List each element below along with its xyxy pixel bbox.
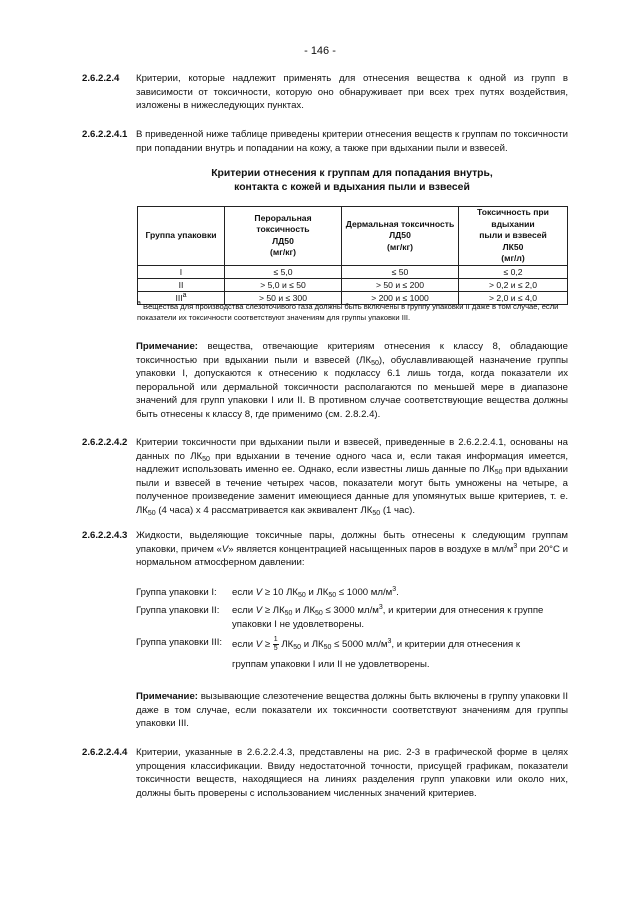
group-criterion: если V ≥ $\frac{1}{5}$ $ЛК_{50}$ и $ЛК_{50} \le 5000$ $мл/м^3$, и критерии для отнесения к xyxy=(232,636,521,652)
header-dermal-toxicity: Дермальная токсичность ЛД50 (мг/кг) xyxy=(342,207,459,266)
group-label: Группа упаковки III: xyxy=(136,637,223,648)
header-inhalation-toxicity: Токсичность при вдыхании пыли и взвесей ЛК50 (мг/л) xyxy=(459,207,568,266)
packing-group-1-criterion xyxy=(136,586,568,600)
cell-inhalation: > 2,0 и ≤ 4,0 xyxy=(459,291,568,304)
paragraph-2-6-2-2-4-4 xyxy=(82,746,568,800)
note-label: Примечание: xyxy=(136,341,198,352)
packing-group-3-continuation: группам упаковки I или II не удовлетворены. xyxy=(232,659,430,670)
packing-group-2-criterion xyxy=(136,604,568,631)
packing-group-3-criterion xyxy=(136,636,568,653)
cell-group: I xyxy=(138,265,225,278)
cell-oral: > 5,0 и ≤ 50 xyxy=(225,278,342,291)
cell-group: III$^a$ xyxy=(138,291,225,304)
paragraph-number: 2.6.2.2.4.3 xyxy=(82,530,128,541)
table-row xyxy=(138,265,568,278)
header-oral-toxicity: Пероральная токсичность ЛД50 (мг/кг) xyxy=(225,207,342,266)
cell-dermal: ≤ 50 xyxy=(342,265,459,278)
paragraph-2-6-2-2-4-2 xyxy=(82,436,568,518)
paragraph-text: В приведенной ниже таблице приведены критерии отнесения веществ к группам по токсичности при попадании внутрь и попадании на кожу, а также при вдыхании пыли и взвесей. xyxy=(136,129,568,154)
footnote-mark: a xyxy=(182,291,187,299)
paragraph-number: 2.6.2.2.4.1 xyxy=(82,129,128,140)
page-number: - 146 - xyxy=(304,45,336,57)
table-title xyxy=(136,167,568,195)
criteria-table xyxy=(137,206,568,305)
cell-inhalation: > 0,2 и ≤ 2,0 xyxy=(459,278,568,291)
paragraph-2-6-2-2-4-1 xyxy=(82,128,568,155)
note-class-8: Примечание: вещества, отвечающие критериям отнесения к классу 8, обладающие токсичностью при вдыхании пыли и взвесей $(ЛК_{50})$, обуславливающей назначение группы упаковки I, допускаются к отнесению к подклассу 6.1 лишь тогда, когда показатели их пероральной или дермальной токсичности располагаются по меньшей мере в диапазоне значений для групп упаковки I или II. В противном случае соответствующие вещества должны быть отнесены к классу 8, где применимо (см. 2.8.2.4). xyxy=(136,341,568,420)
paragraph-text: Критерии, указанные в 2.6.2.2.4.3, представлены на рис. 2-3 в графической форме в целях упрощения классификации. Ввиду недостаточной точности, присущей графикам, показатели токсичности веществ, находящиеся на линиях разделения групп упаковки или около них, должны быть проверены с использованием численных значений критериев. xyxy=(136,747,568,799)
table-row xyxy=(138,278,568,291)
cell-group: II xyxy=(138,278,225,291)
group-label: Группа упаковки I: xyxy=(136,587,217,598)
group-criterion: если V ≥ 10 $ЛК_{50}$ и $ЛК_{50} \le 1000$ $мл/м^3$. xyxy=(232,586,399,599)
note-label: Примечание: xyxy=(136,691,198,702)
group-label: Группа упаковки II: xyxy=(136,605,220,616)
table-footnote: $^a$ Вещества для производства слезоточивого газа должны быть включены в группу упаковки II даже в том случае, если показатели их токсичности соответствуют значениям для группы упаковки III. xyxy=(137,300,559,322)
cell-oral: > 50 и ≤ 300 xyxy=(225,291,342,304)
fraction: $\frac{1}{5}$ xyxy=(273,636,278,652)
paragraph-number: 2.6.2.2.4.2 xyxy=(82,437,128,448)
paragraph-number: 2.6.2.2.4 xyxy=(82,73,120,84)
cell-dermal: > 50 и ≤ 200 xyxy=(342,278,459,291)
paragraph-number: 2.6.2.2.4.4 xyxy=(82,747,128,758)
cell-inhalation: ≤ 0,2 xyxy=(459,265,568,278)
group-criterion: если $V \ge ЛК_{50}$ и $ЛК_{50} \le 3000$ $мл/м^3$, и критерии для отнесения к группе упаковки I не удовлетворены. xyxy=(232,604,544,630)
paragraph-2-6-2-2-4-3 xyxy=(82,529,568,570)
table-title-line: Критерии отнесения к группам для попадания внутрь, xyxy=(211,168,493,179)
paragraph-text: Критерии, которые надлежит применять для отнесения вещества к одной из групп в зависимости от токсичности, которую оно обнаруживает при всех трех путях воздействия, изложены в нижеследующих пунктах. xyxy=(136,73,568,112)
paragraph-text: Критерии токсичности при вдыхании пыли и взвесей, приведенные в 2.6.2.2.4.1, основаны на данных по $ЛК_{50}$ при вдыхании в течение одного часа и, если такая информация имеется, надлежит использовать именно ее. Однако, если известны лишь данные по $ЛК_{50}$ при вдыхании пыли и взвесей в течение четырех часов, показатели могут быть умножены на четыре, а полученное произведение заменит имеющиеся данные для упомянутых выше критериев, т. е. $ЛК_{50}$ (4 часа) х 4 рассматривается как эквивалент $ЛК_{50}$ (1 час). xyxy=(136,437,568,517)
note-lachrymatory: Примечание: вызывающие слезотечение вещества должны быть включены в группу упаковки II даже в том случае, если показатели их токсичности соответствуют значениям для группы упаковки III. xyxy=(136,691,568,730)
paragraph-2-6-2-2-4 xyxy=(82,72,568,113)
header-group: Группа упаковки xyxy=(138,207,225,266)
table-title-line: контакта с кожей и вдыхания пыли и взвесей xyxy=(234,182,470,193)
cell-oral: ≤ 5,0 xyxy=(225,265,342,278)
paragraph-text: Жидкости, выделяющие токсичные пары, должны быть отнесены к следующим группам упаковки, причем «V» является концентрацией насыщенных паров в воздухе в $мл/м^3$ при 20°C и нормальном атмосферном давлении: xyxy=(136,530,568,569)
cell-dermal: > 200 и ≤ 1000 xyxy=(342,291,459,304)
table-header-row xyxy=(138,207,568,266)
